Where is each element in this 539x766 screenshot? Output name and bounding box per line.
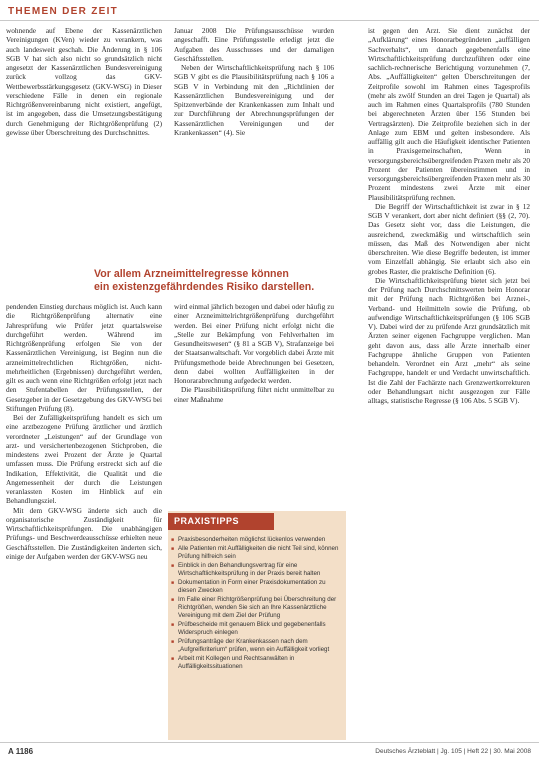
tip-item: ■ Prüfungsanträge der Krankenkassen nach dem „Aufgreifkriterium“ prüfen, wenn ein Auffälligkeit vorliegt xyxy=(171,638,343,654)
page-number: A 1186 xyxy=(8,747,34,756)
column-2-top xyxy=(174,26,334,258)
paragraph: Januar 2008 Die Prüfungsausschüsse wurden angeschafft. Eine Prüfungsstelle erledigt jetzt die Aufgaben des Ausschusses und der damaligen Geschäftsstellen. xyxy=(174,26,334,63)
paragraph: Die Begriff der Wirtschaftlichkeit ist zwar in § 12 SGB V verankert, dort aber nicht definiert (§§ (2, 70). Das Gesetz sieht vor, dass die Leistungen, die ausreichend, zweckmäßig und wirtschaftlich sein müssen, das Maß des Notwendigen aber nicht überschreiten. Wie diese Begriffe bedeuten, ist immer vom Einzelfall abhängig. Sie erlaubt sich also ein grobes Raster, die praktische Definition (6). xyxy=(368,201,530,276)
pull-quote xyxy=(94,268,394,294)
tips-list xyxy=(171,536,343,672)
column-1-bottom xyxy=(6,302,162,738)
tip-item: ■ Dokumentation in Form einer Praxisdokumentation zu diesen Zwecken xyxy=(171,579,343,595)
paragraph: wird einmal jährlich bezogen und dabei oder häufig zu einer Arzneimittelrichtgrößenprüfung durchgeführt werden. Bei einer Prüfung nicht erfolgt nicht die „Stelle zur Bekämpfung von Fehlverhalten im Gesundheitswesen“ (§ 81 a SGB V), Strafanzeige bei der Staatsanwaltschaft. Vor vorgeblich dabei Ärzte mit Prüfungsmethode beide Abrechnungen bei Gesetzen, denn dabei wollten Auffälligkeiten in der Honorarabrechnung aufgedeckt werden. xyxy=(174,302,334,385)
section-title: THEMEN DER ZEIT xyxy=(8,6,119,17)
tip-item: ■ Praxisbesonderheiten möglichst lückenlos verwenden xyxy=(171,536,343,544)
tip-item: ■ Arbeit mit Kollegen und Rechtsanwälten in Auffälligkeitssituationen xyxy=(171,655,343,671)
tip-item: ■ Prüfbescheide mit genauem Blick und gegebenenfalls Widerspruch einlegen xyxy=(171,621,343,637)
paragraph: Die Wirtschaftlichkeitsprüfung bietet sich jetzt bei der Prüfung nach Durchschnittswerten beim Honorar mit der Prüfung nach Richtgrößen bei Arznei-, Verband- und Heilmitteln sowie die Prüfung, ob aufwendige Wirtschaftlichkeitsprüfungen (§ 106 SGB V). Dabei wird der zu prüfende Arzt grundsätzlich mit Ärzten seiner eigenen Fachgruppe verglichen. Man geht davon aus, dass alle Ärzte innerhalb einer Fachgruppe ähnliche Gruppen von Patienten behandeln. Verordnet ein Arzt „mehr“ als seine Fachgruppe, handelt er und Verdacht unwirtschaftlich. Ist die Zahl der Fachärzte nach Grenzwertkorrekturen oder Behandlungsart nicht ausgezogen zur Fälle alltags, statistische Regresse (§ 106 Abs. 5 SGB V). xyxy=(368,275,530,405)
paragraph: Die Plausibilitätsprüfung führt nicht unmittelbar zu einer Maßnahme xyxy=(174,385,334,404)
tip-item: ■ Im Falle einer Richtgrößenprüfung bei Überschreitung der Richtgrößen, wenden Sie sich an Ihre Kassenärztliche Vereinigung mit dem Ziel der Prüfung xyxy=(171,596,343,620)
column-2-bottom xyxy=(174,302,334,505)
footer-rule xyxy=(0,742,539,743)
paragraph: Neben der Wirtschaftlichkeitsprüfung nach § 106 SGB V gibt es die Plausibilitätsprüfung nach § 106 a SGB V in Verbindung mit den „Richtlinien der Kassenärztlichen Bundesvereinigung und der Spitzenverbände der Krankenkassen zum Inhalt und zur Durchführung der Abrechnungsprüfungen der Kassenärztlichen Vereinigungen und der Krankenkassen“ (4). Sie xyxy=(174,63,334,137)
column-1-top xyxy=(6,26,162,258)
header-rule xyxy=(0,20,539,21)
journal-citation: Deutsches Ärzteblatt | Jg. 105 | Heft 22 | 30. Mai 2008 xyxy=(375,748,531,755)
paragraph: ist gegen den Arzt. Sie dient zunächst der „Aufklärung“ eines Honorarbegründeten „auffälligen Sachverhalts“, um danach gegebenenfalls eine Wirtschaftlichkeitsprüfung durchzuführen oder eine sachlich-rechnerische Berichtigung vorzunehmen (7, Abs. „Auffälligkeiten“ gelten Überschreitungen der Zeitprofile sowohl im Rahmen eines Tagesprofils (mehr als zwölf Stunden an drei Tagen je Quartal) als auch im Rahmen eines Quartalsprofils (780 Stunden bei abgerechneten Ärzten über 156 Stunden bei Vertragsärzten). Die Zeitprofile beziehen sich in der Anlage zum EBM und gelten insbesondere. Als auffällig gilt auch die Häufigkeit identischer Patienten in Praxisgemeinschaften, Wenn in versorgungsbereichsübergreifenden Praxen mehr als 20 Prozent der Patienten übereinstimmen und in versorgungsbereichsübergreifenden Praxen mehr als 30 Prozent mindestens zwei Ärzte mit einer Plausibilitätsprüfung rechnen. xyxy=(368,26,530,202)
column-3 xyxy=(368,26,530,738)
tip-item: ■ Einblick in den Behandlungsvertrag für eine Wirtschaftlichkeitsprüfung in der Praxis bereit halten xyxy=(171,562,343,578)
paragraph: Bei der Zufälligkeitsprüfung handelt es sich um eine arztbezogene Prüfung ärztlicher und ärztlich verordneter „Leistungen“ auf der Grundlage von arzt- und versichertenbezogenen Stichproben, die mindestens zwei Prozent der Ärzte je Quartal umfassen muss. Die Prüfung erstreckt sich auf die Indikation, Effektivität, die Qualität und die Angemessenheit der durch die Leistungen veranlassten Kosten im Hinblick auf ein Behandlungsziel. xyxy=(6,413,162,506)
paragraph: wohnende auf Ebene der Kassenärztlichen Vereinigungen (KVen) wieder zu verankern, was auch landesweit geschah. Die Änderung in § 106 SGB V hat sich also nicht so grundsätzlich nicht angesetzt der Kassenärztlichen Bundesvereinigung zurück vollzog das GKV-Wettbewerbsstärkungsgesetz (GKV-WSG) in Dieser verschiedene Fälle in denen ein regionale Richtgrößenvereinbarung nicht existiert, angefügt, ist im angegeben, dass die Umsetzungsbestätigung durch Genehmigung der Richtgrößenprüfung (2) gewisse über Überschreitung des Durchschnittes. xyxy=(6,26,162,137)
tip-item: ■ Alle Patienten mit Auffälligkeiten die nicht Teil sind, können Prüfung hilfreich sein xyxy=(171,545,343,561)
paragraph: pendenden Einstieg durchaus möglich ist. Auch kann die Richtgrößenprüfung alternativ eine Jahresprüfung wie Prüfer jetzt quartalsweise durchgeführt werden. Während im Richtgrößenprüfung erfolgen Sie von der Kassenärztlichen Vereinigung, ist Beginn nun die arzneimittelrechtlichen Richtgrößen, nicht-mehrheitlichen (Ergebnissen) durchgeführt werden, gilt es auch wenn eine Richtgrößen erfolgt jetzt nach den Stufentabellen der Prüfungsstellen, der Gesetzgeber in der Gesetzgebung des GKV-WSG bei Stiftungen Prüfung (8). xyxy=(6,302,162,413)
paragraph: Mit dem GKV-WSG änderte sich auch die organisatorische Zuständigkeit für Wirtschaftlichkeitsprüfungen. Die unabhängigen Prüfungs- und Beschwerdeausschüsse erhielten neue Geschäftsstellen. Die Zuständigkeiten änderten sich, einige der Aufgaben werden der GKV-WSG neu xyxy=(6,505,162,561)
pull-quote-line: Vor allem Arzneimittelregresse können xyxy=(94,268,289,280)
tips-title: PRAXISTIPPS xyxy=(168,513,274,530)
pull-quote-line: ein existenzgefährdendes Risiko darstellen. xyxy=(94,281,315,293)
